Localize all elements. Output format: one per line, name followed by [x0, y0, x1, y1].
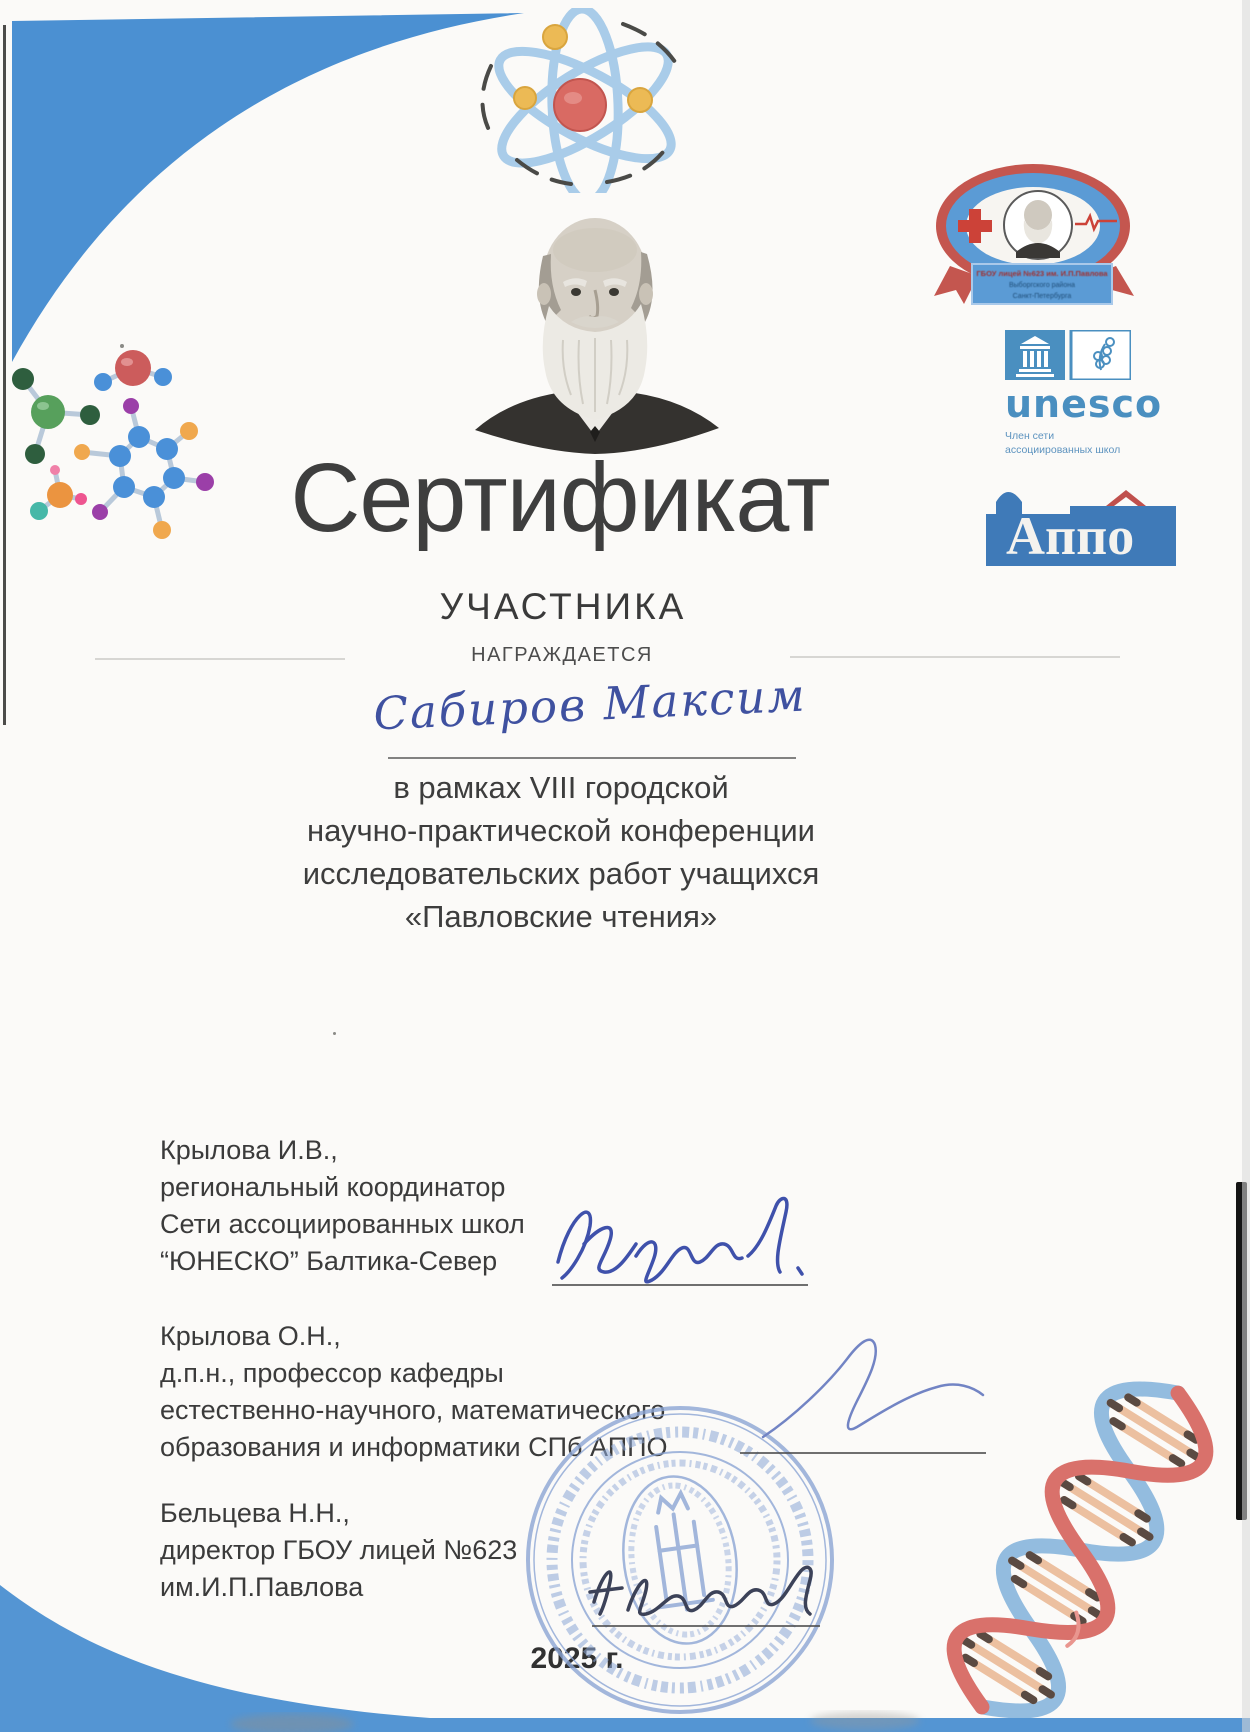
signatory-block-1: [160, 1132, 525, 1280]
signature-3-line: [592, 1625, 820, 1627]
signature-2-handwritten: [735, 1315, 995, 1460]
signatory-role: Сети ассоциированных школ: [160, 1209, 525, 1239]
signatory-role: образования и информатики СПб АППО: [160, 1432, 668, 1462]
atom-icon: [455, 8, 715, 193]
appo-wordmark: Аппо: [1006, 506, 1135, 566]
signatory-name: Крылова О.Н.,: [160, 1321, 341, 1351]
certificate-year: 2025 г.: [530, 1642, 624, 1675]
certificate-subtitle: УЧАСТНИКА: [439, 586, 687, 627]
certificate-title: Сертификат: [290, 443, 830, 552]
scan-edge-band-right: [1242, 0, 1250, 1732]
event-line: «Павловские чтения»: [404, 899, 718, 934]
event-description: [0, 766, 1122, 938]
lyceum-banner-line3: Санкт-Петербурга: [1012, 293, 1072, 300]
pavlov-portrait: [445, 190, 750, 465]
signatory-role: “ЮНЕСКО” Балтика-Север: [160, 1246, 498, 1276]
signatory-role: им.И.П.Павлова: [160, 1572, 364, 1602]
scan-line-left: [95, 658, 345, 660]
unesco-logo: [1005, 330, 1185, 457]
recipient-name-underline: [388, 757, 796, 759]
scan-speck: [333, 1032, 336, 1035]
lyceum-banner: [972, 264, 1112, 304]
lyceum-banner-line1: ГБОУ лицей №623 им. И.П.Павлова: [976, 269, 1108, 278]
scan-speck: [120, 344, 124, 348]
event-line: исследовательских работ учащихся: [302, 856, 820, 891]
signature-2-line: [740, 1452, 986, 1454]
unesco-temple-icon: [1005, 330, 1131, 380]
signature-1-handwritten: [540, 1182, 820, 1292]
signatory-role: д.п.н., профессор кафедры: [160, 1358, 504, 1388]
event-line: в рамках VIII городской: [393, 770, 729, 805]
award-label: НАГРАЖДАЕТСЯ: [471, 644, 653, 666]
unesco-wordmark: unesco: [1005, 382, 1163, 426]
event-line: научно-практической конференции: [306, 813, 816, 848]
signatory-role: региональный координатор: [160, 1172, 506, 1202]
unesco-caption-line1: Член сети: [1005, 430, 1055, 442]
signatory-role: директор ГБОУ лицей №623: [160, 1535, 518, 1565]
signatory-name: Крылова И.В.,: [160, 1135, 338, 1165]
lyceum-623-emblem: [920, 162, 1150, 317]
unesco-caption-line2: ассоциированных школ: [1005, 444, 1121, 456]
signatory-role: естественно-научного, математического: [160, 1395, 666, 1425]
scan-line-right: [790, 656, 1120, 658]
signatory-name: Бельцева Н.Н.,: [160, 1498, 350, 1528]
signature-3-handwritten: [580, 1542, 830, 1627]
lyceum-banner-line2: Выборгского района: [1008, 282, 1076, 289]
recipient-name-handwritten: Сабиров Максим: [372, 668, 808, 741]
